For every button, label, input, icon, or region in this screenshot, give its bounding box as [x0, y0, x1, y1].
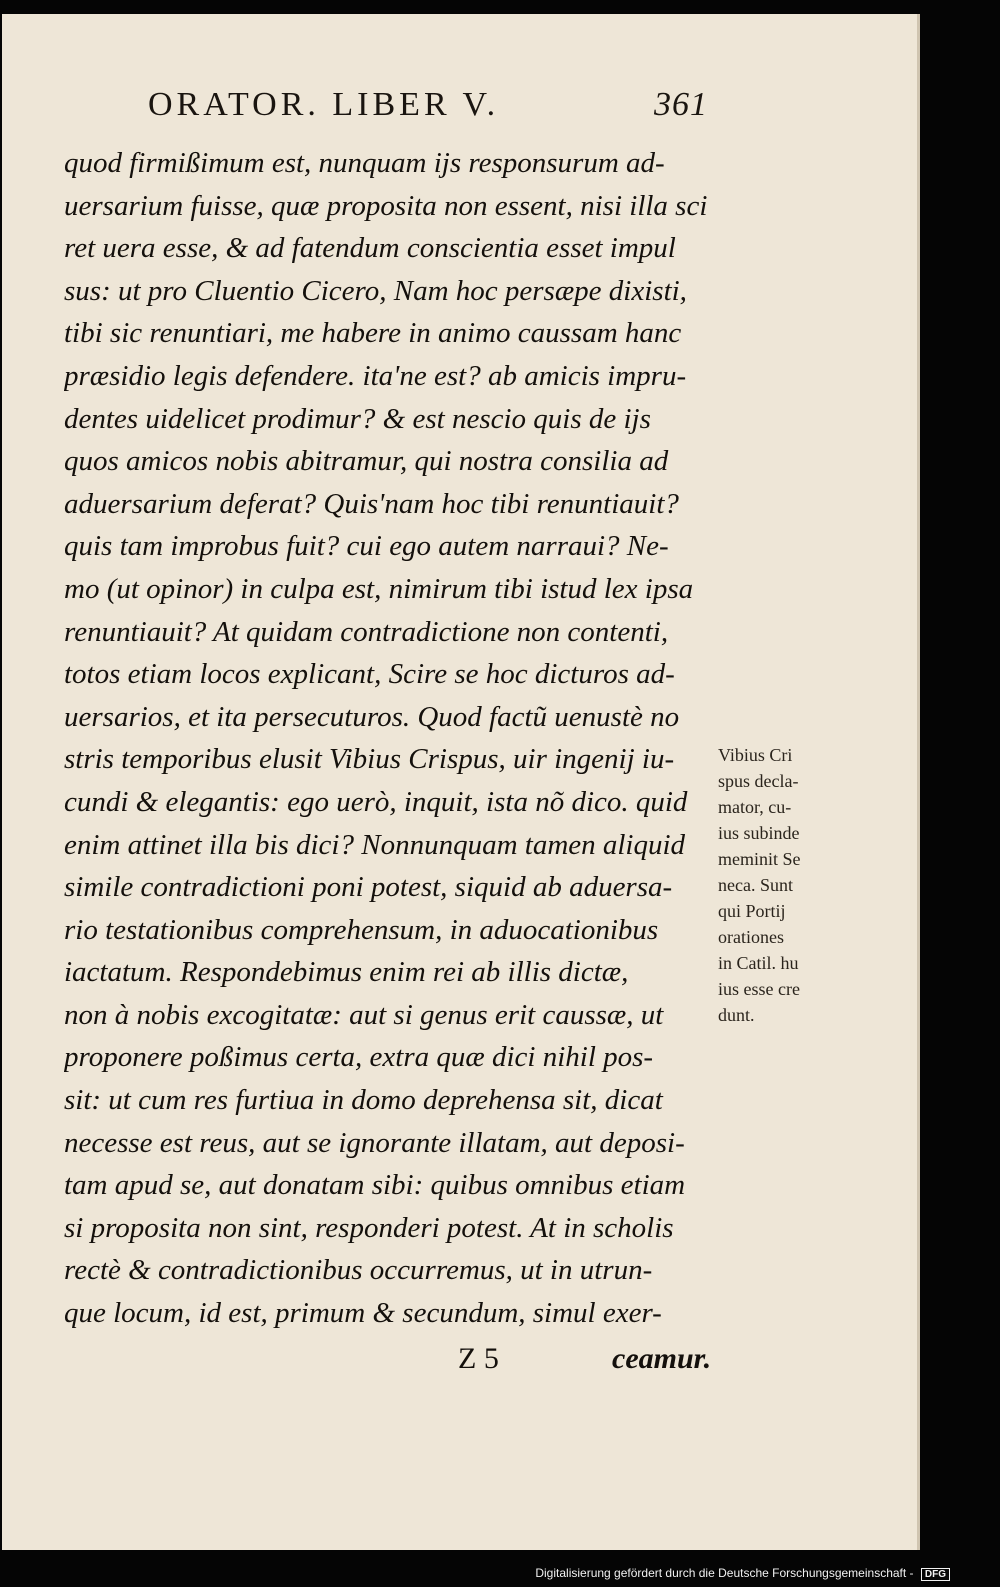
marginal-line: qui Portij: [718, 901, 786, 921]
text-line: cundi & elegantis: ego uerò, inquit, ista nõ dico. quid: [64, 785, 688, 818]
text-line: proponere poßimus certa, extra quæ dici nihil pos-: [64, 1041, 654, 1074]
body-text: [64, 142, 716, 1335]
marginal-line: spus decla-: [718, 771, 799, 791]
marginal-line: mator, cu-: [718, 797, 792, 817]
page-number: 361: [654, 86, 708, 123]
text-line: præsidio legis defendere. ita'ne est? ab amicis impru-: [64, 359, 687, 392]
running-head: [148, 86, 708, 130]
marginal-line: dunt.: [718, 1005, 755, 1025]
text-line: totos etiam locos explicant, Scire se hoc dicturos ad-: [64, 658, 675, 691]
digitization-footer: [535, 1566, 950, 1581]
signature-mark: Z 5: [458, 1342, 499, 1375]
marginal-note: [718, 742, 848, 1028]
running-title: ORATOR. LIBER V.: [148, 86, 500, 123]
text-line: renuntiauit? At quidam contradictione non contenti,: [64, 615, 669, 648]
text-line: non à nobis excogitatæ: aut si genus erit caussæ, ut: [64, 998, 664, 1031]
catchword: ceamur.: [612, 1342, 712, 1375]
dfg-logo: DFG: [921, 1568, 950, 1581]
marginal-line: neca. Sunt: [718, 875, 793, 895]
text-line: mo (ut opinor) in culpa est, nimirum tibi istud lex ipsa: [64, 572, 694, 605]
marginal-line: meminit Se: [718, 849, 801, 869]
text-line: que locum, id est, primum & secundum, simul exer-: [64, 1297, 662, 1330]
text-line: sit: ut cum res furtiua in domo deprehensa sit, dicat: [64, 1084, 663, 1117]
text-line: rectè & contradictionibus occurremus, ut in utrun-: [64, 1254, 653, 1287]
marginal-line: orationes: [718, 927, 784, 947]
footer-text: Digitalisierung gefördert durch die Deutsche Forschungsgemeinschaft -: [535, 1566, 914, 1580]
text-line: rio testationibus comprehensum, in aduocationibus: [64, 913, 659, 946]
text-line: simile contradictioni poni potest, siquid ab aduersa-: [64, 871, 673, 904]
text-line: si proposita non sint, responderi potest. At in scholis: [64, 1211, 674, 1244]
text-line: stris temporibus elusit Vibius Crispus, uir ingenij iu-: [64, 743, 675, 776]
marginal-line: in Catil. hu: [718, 953, 799, 973]
text-line: enim attinet illa bis dici? Nonnunquam tamen aliquid: [64, 828, 686, 861]
text-line: quod firmißimum est, nunquam ijs responsurum ad-: [64, 147, 665, 179]
text-line: sus: ut pro Cluentio Cicero, Nam hoc persæpe dixisti,: [64, 274, 687, 307]
text-line: quis tam improbus fuit? cui ego autem narraui? Ne-: [64, 530, 669, 563]
marginal-line: ius subinde: [718, 823, 800, 843]
text-line: tibi sic renuntiari, me habere in animo caussam hanc: [64, 317, 682, 350]
text-line: necesse est reus, aut se ignorante illatam, aut deposi-: [64, 1126, 685, 1159]
marginal-line: ius esse cre: [718, 979, 800, 999]
text-line: dentes uidelicet prodimur? & est nescio quis de ijs: [64, 402, 651, 435]
text-line: quos amicos nobis abitramur, qui nostra consilia ad: [64, 445, 669, 478]
text-line: uersarios, et ita persecuturos. Quod factũ uenustè no: [64, 700, 680, 733]
text-line: aduersarium deferat? Quis'nam hoc tibi renuntiauit?: [64, 487, 679, 520]
text-line: ret uera esse, & ad fatendum conscientia esset impul: [64, 232, 676, 265]
text-line: tam apud se, aut donatam sibi: quibus omnibus etiam: [64, 1169, 686, 1202]
text-line: uersarium fuisse, quæ proposita non essent, nisi illa sci: [64, 189, 708, 222]
marginal-line: Vibius Cri: [718, 745, 793, 765]
text-line: iactatum. Respondebimus enim rei ab illis dictæ,: [64, 956, 629, 989]
